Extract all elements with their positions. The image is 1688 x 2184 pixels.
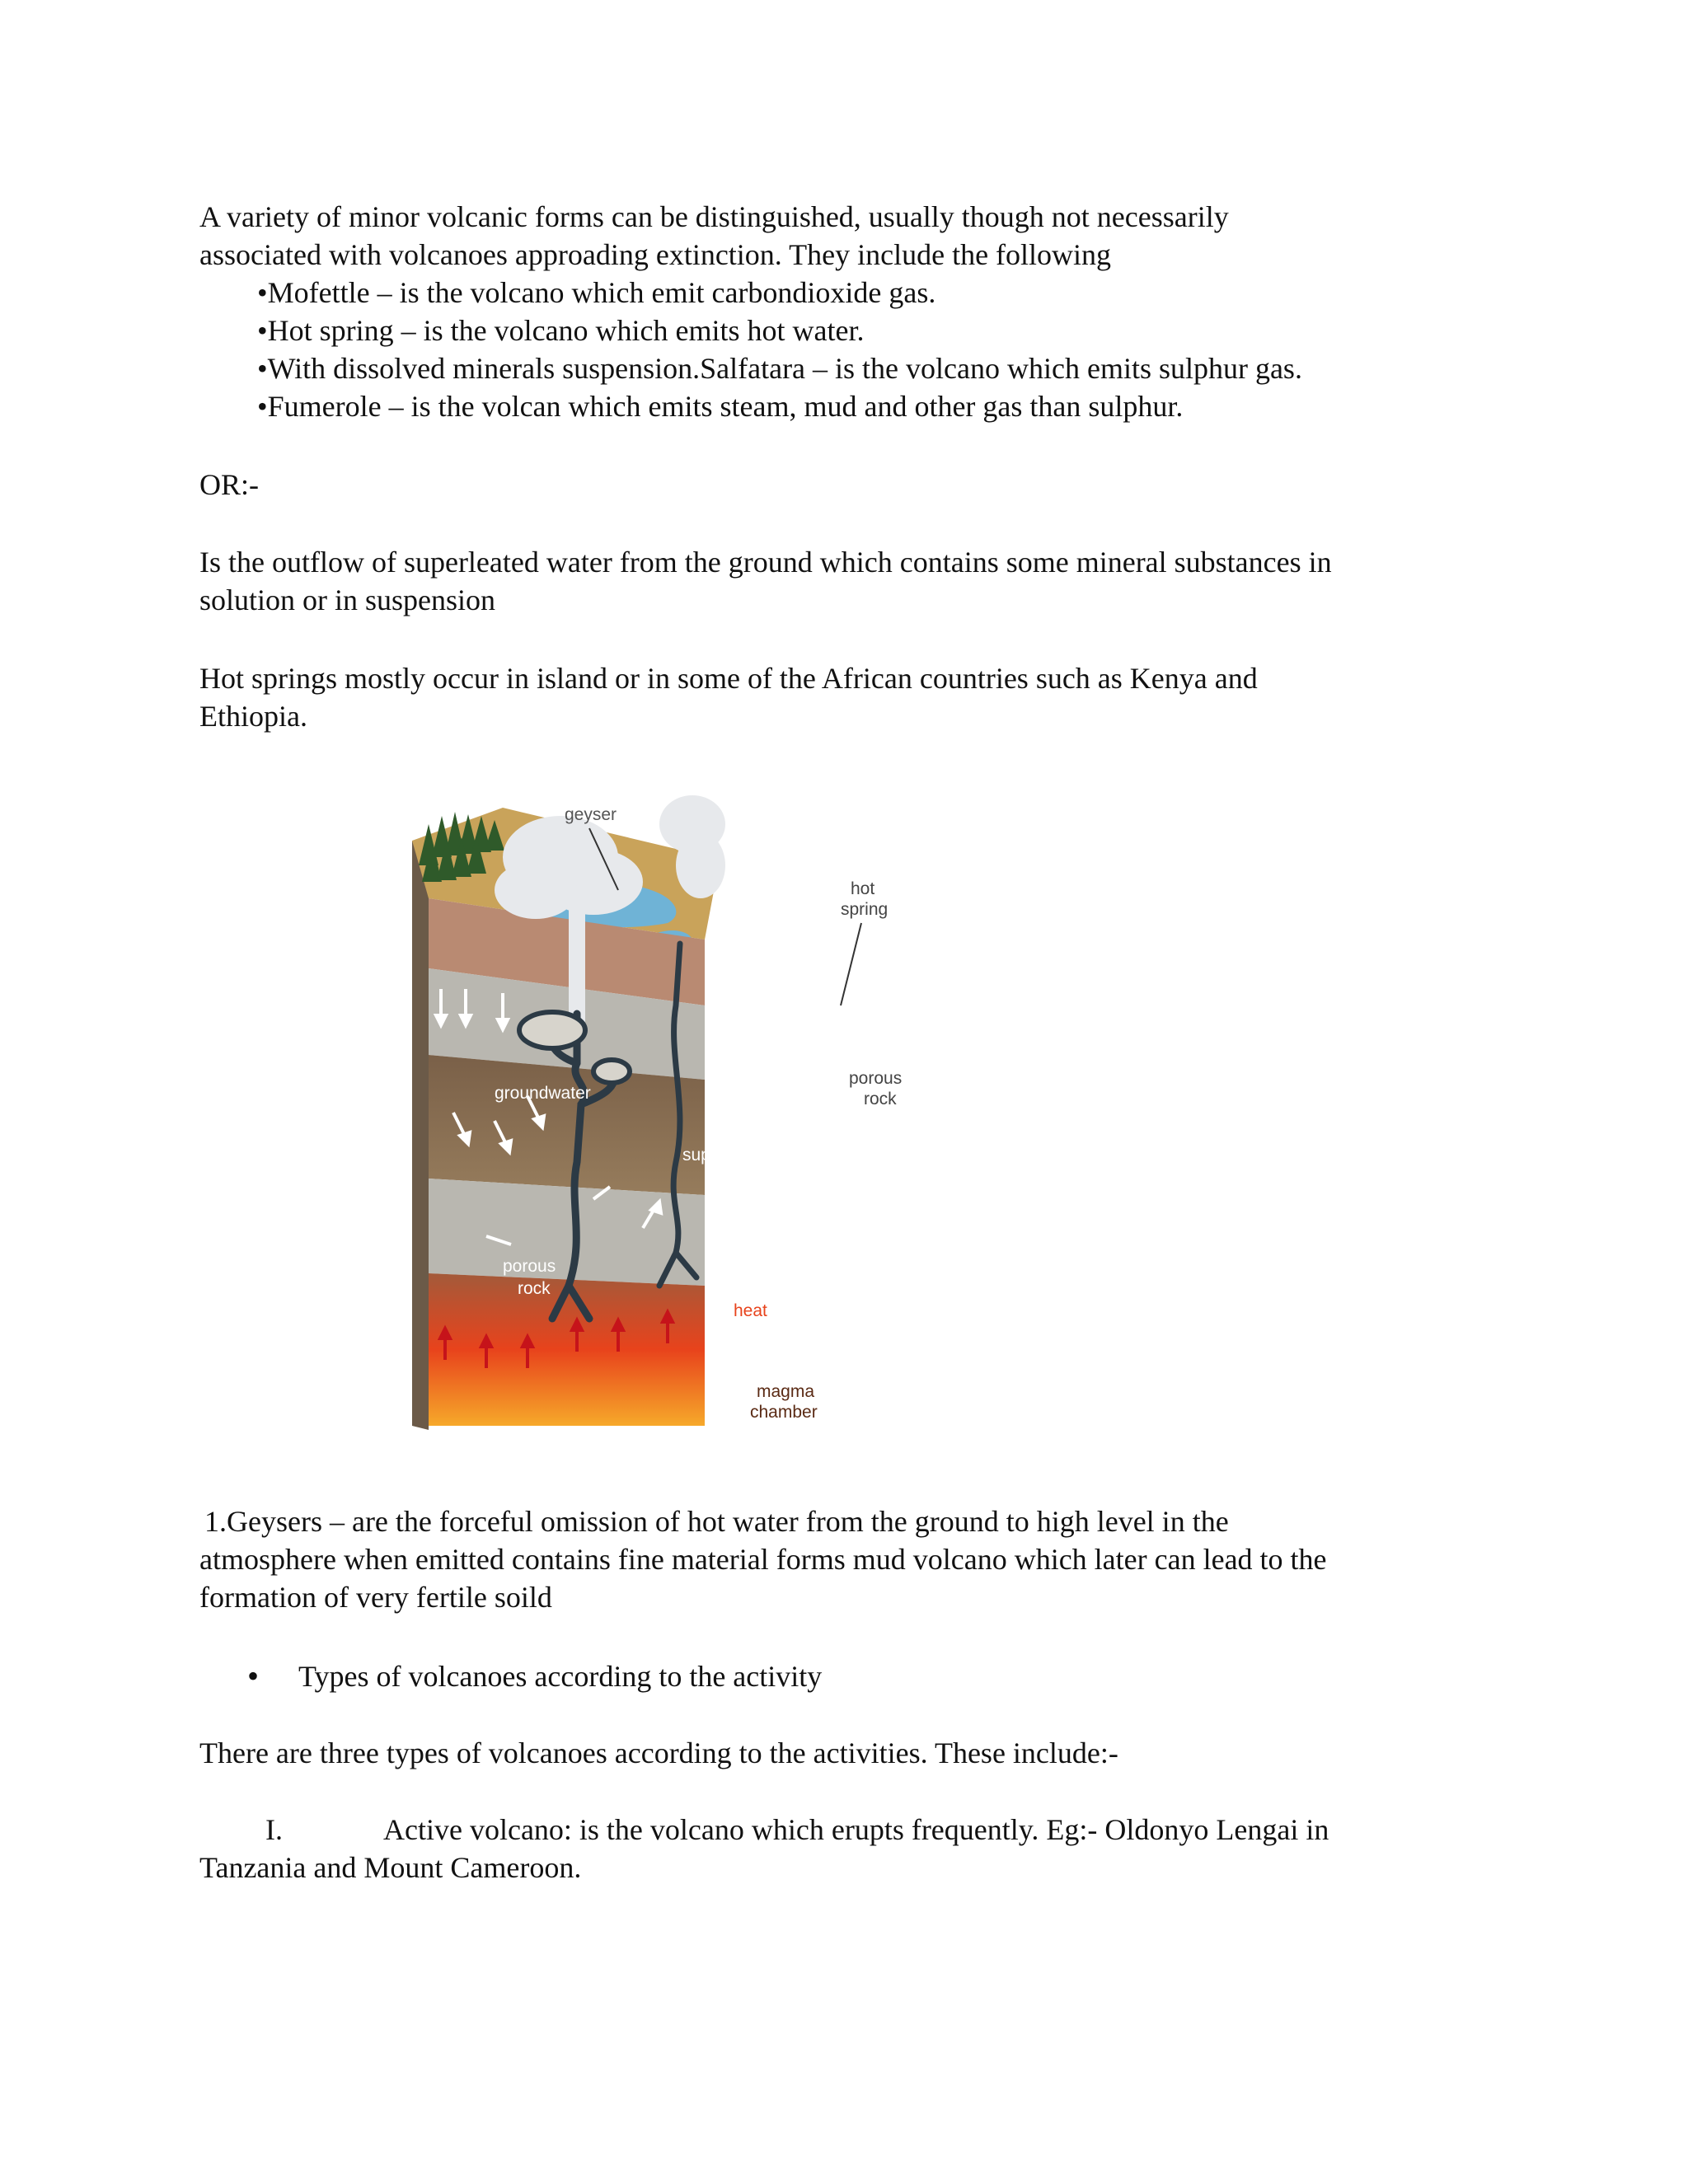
types-intro: There are three types of volcanoes according to the activities. These include:- — [199, 1736, 1118, 1769]
porous-rock-layer-lower — [429, 1179, 705, 1286]
hot-springs-line-1: Hot springs mostly occur in island or in some of the African countries such as Kenya and — [199, 662, 1258, 695]
geysers-line-1: 1.Geysers – are the forceful omission of hot water from the ground to high level in the — [204, 1505, 1229, 1538]
label-water: water — [724, 1168, 767, 1187]
soil-layer — [429, 1055, 705, 1195]
intro-line-1: A variety of minor volcanic forms can be distinguished, usually though not necessarily — [199, 200, 1229, 233]
label-porous-upper: porous — [849, 1069, 903, 1088]
label-porous-lower: porous — [503, 1257, 556, 1276]
label-magma: magma — [757, 1382, 815, 1401]
label-hot: hot — [851, 879, 875, 898]
geysers-line-3: formation of very fertile soild — [199, 1581, 552, 1614]
bullet-icon: • — [247, 1657, 260, 1694]
label-geyser: geyser — [565, 805, 617, 824]
types-heading: Types of volcanoes according to the activity — [298, 1660, 823, 1693]
roman-numeral: I. — [265, 1813, 283, 1846]
hot-spring-leader-line — [841, 923, 861, 1005]
label-chamber: chamber — [750, 1403, 818, 1422]
list-item: •Fumerole – is the volcan which emits steam, mud and other gas than sulphur. — [257, 390, 1184, 423]
label-heat: heat — [734, 1301, 767, 1320]
block-side-face — [412, 841, 429, 1430]
geysers-line-2: atmosphere when emitted contains fine material forms mud volcano which later can lead to the — [199, 1543, 1327, 1576]
geyser-hot-spring-diagram — [404, 791, 923, 1434]
label-spring: spring — [841, 900, 889, 919]
or-label: OR:- — [199, 468, 259, 501]
intro-line-2: associated with volcanoes approading extinction. They include the following — [199, 238, 1112, 271]
label-superheated: superheated — [682, 1146, 779, 1165]
active-volcano-line-2: Tanzania and Mount Cameroon. — [199, 1851, 582, 1884]
label-steam: steam — [717, 1048, 765, 1067]
definition-line-1: Is the outflow of superleated water from the ground which contains some mineral substances in — [199, 546, 1332, 579]
label-rock-upper: rock — [864, 1090, 897, 1108]
steam-cavity — [519, 1012, 585, 1048]
steam-cavity — [593, 1060, 630, 1083]
list-item: •Hot spring – is the volcano which emits hot water. — [257, 314, 865, 347]
list-item: •With dissolved minerals suspension.Salfatara – is the volcano which emits sulphur gas. — [257, 352, 1302, 385]
active-volcano-line-1: Active volcano: is the volcano which erupts frequently. Eg:- Oldonyo Lengai in — [383, 1813, 1329, 1846]
label-rock-lower: rock — [518, 1279, 551, 1298]
hot-springs-line-2: Ethiopia. — [199, 700, 307, 733]
list-item: •Mofettle – is the volcano which emit carbondioxide gas. — [257, 276, 936, 309]
definition-line-2: solution or in suspension — [199, 583, 496, 616]
label-groundwater: groundwater — [495, 1084, 591, 1103]
